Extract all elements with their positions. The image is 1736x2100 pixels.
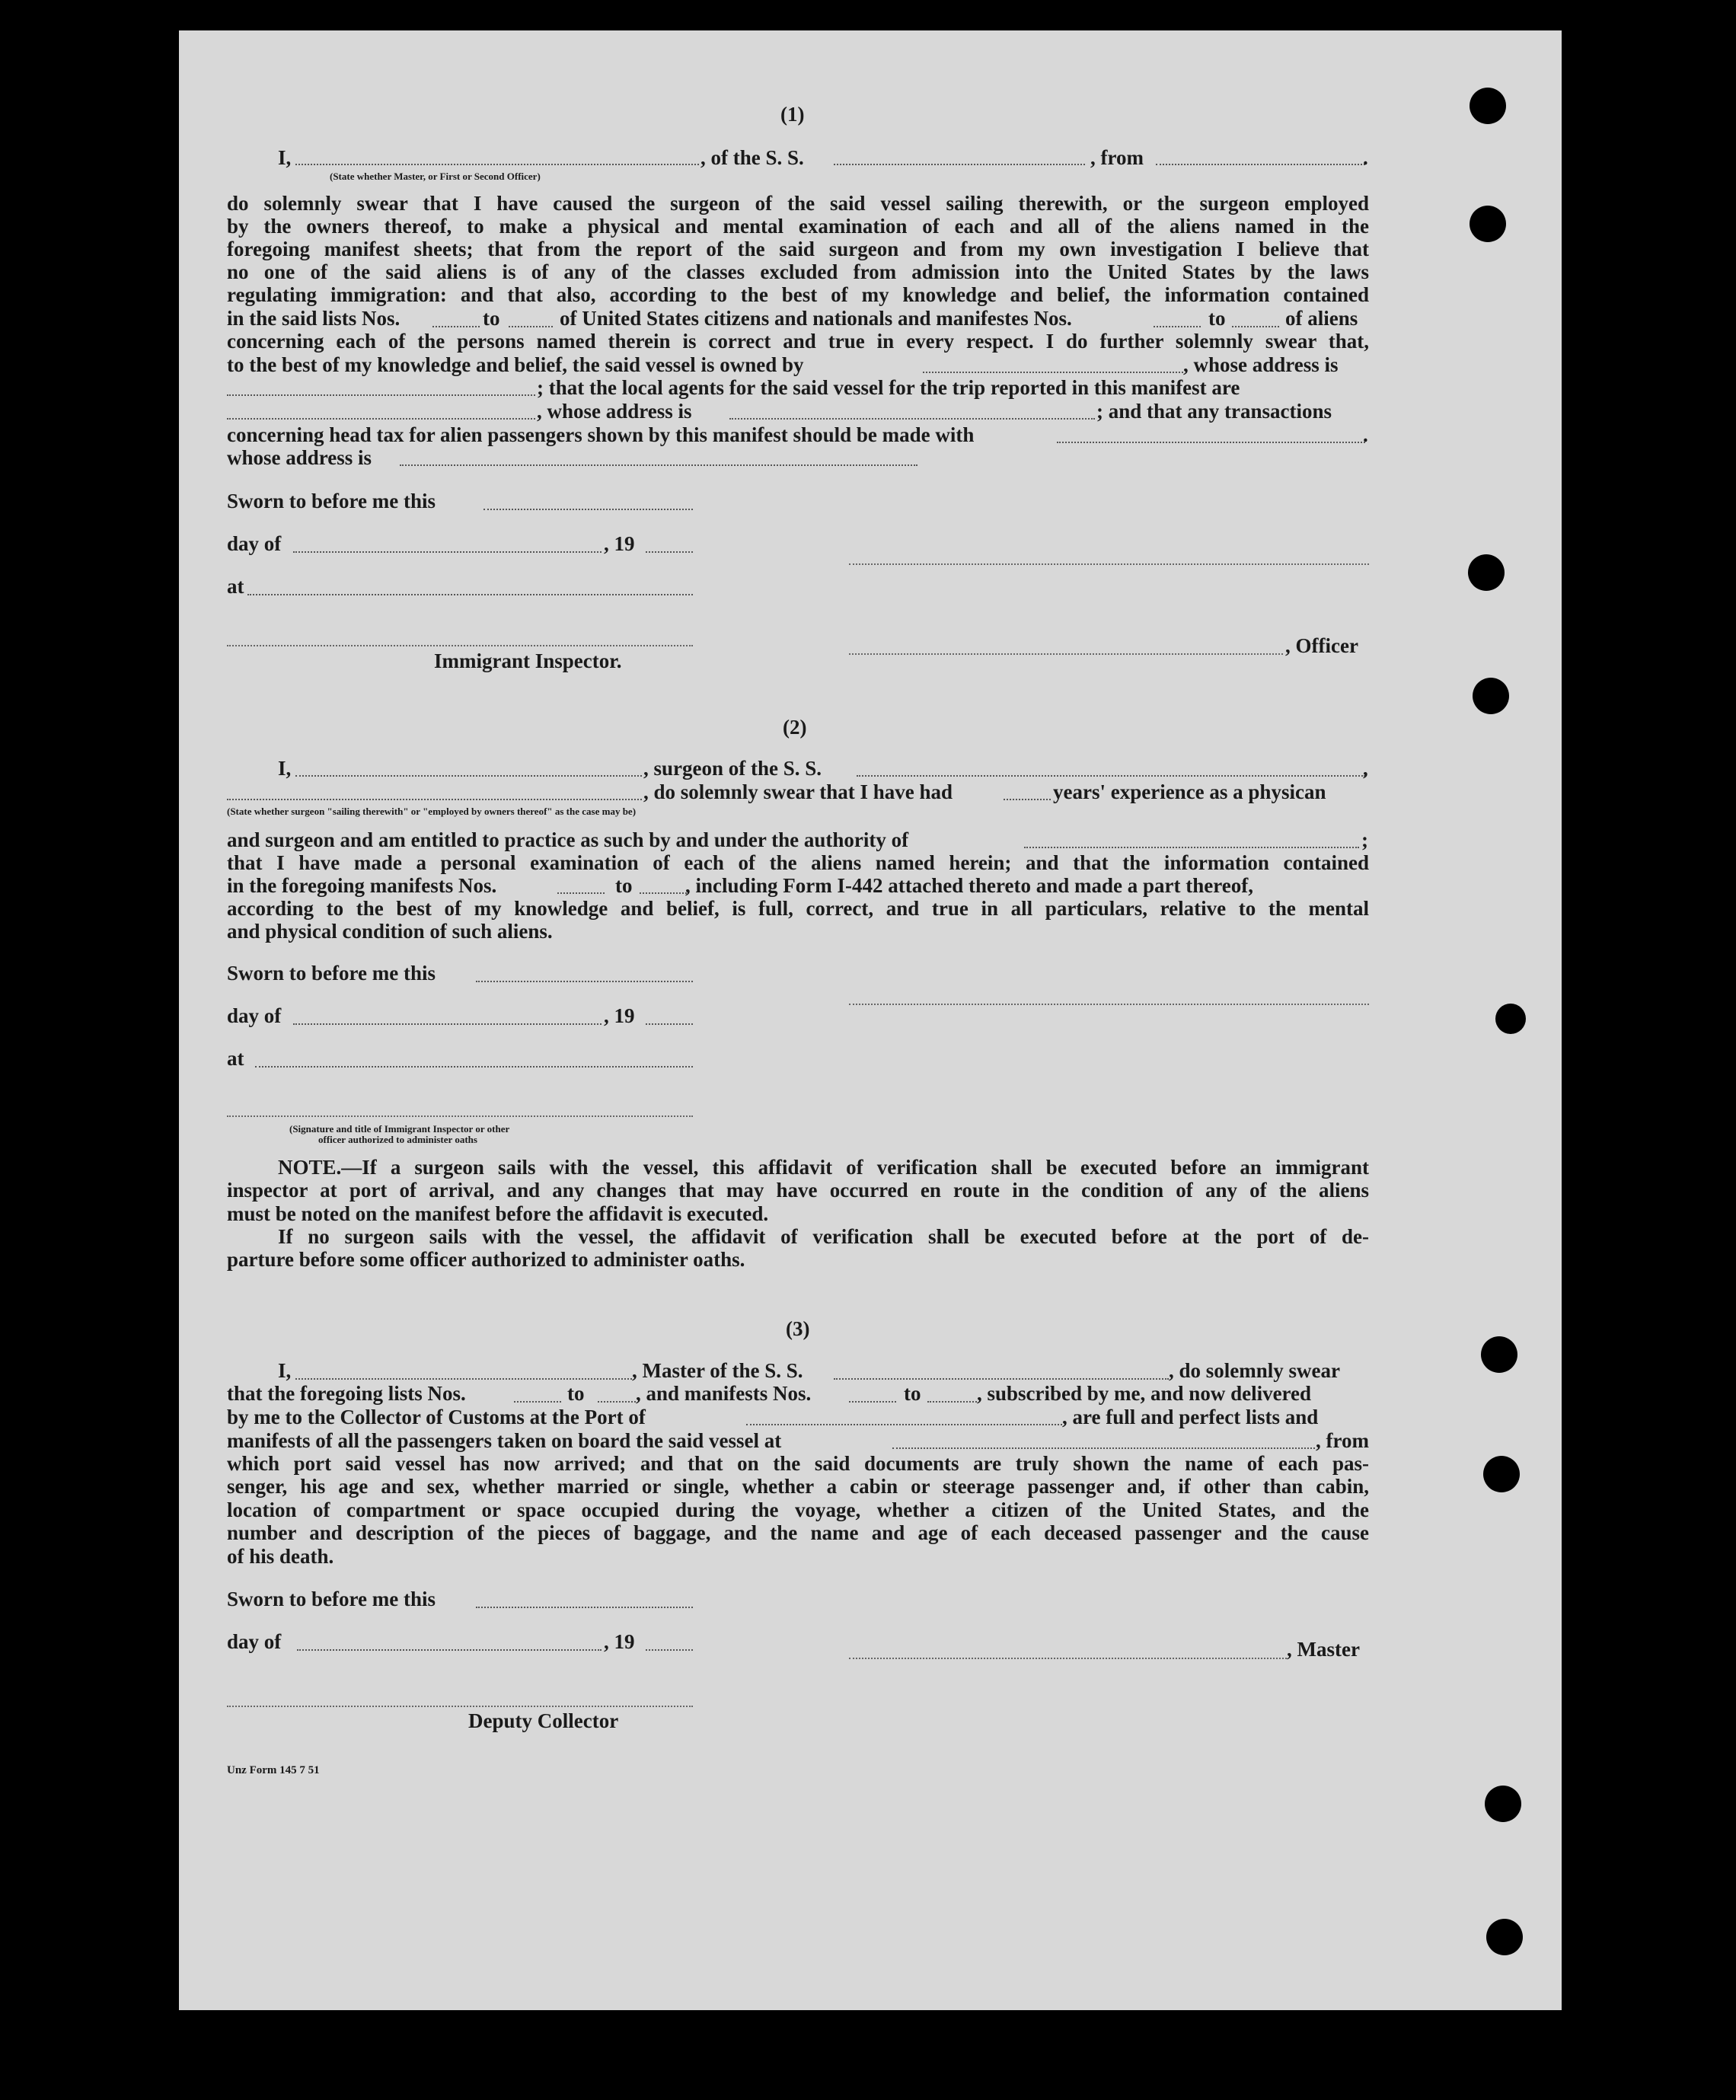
punch-hole xyxy=(1470,206,1506,242)
note-text: must be noted on the manifest before the affidavit is executed. xyxy=(227,1202,769,1225)
form-id: Unz Form 145 7 51 xyxy=(227,1764,320,1776)
master-vessel-field[interactable] xyxy=(834,1378,1169,1380)
punch-hole xyxy=(1495,1004,1526,1034)
agents-address-field[interactable] xyxy=(729,418,1095,420)
surgeon-sworn-date-field[interactable] xyxy=(476,981,693,982)
surgeon-day-of-field[interactable] xyxy=(293,1023,602,1025)
inspector-signature-line[interactable] xyxy=(227,1115,693,1117)
oath-text-line: concerning each of the persons named therein is correct and true in every respect. I do further solemnly swear that, xyxy=(227,330,1369,353)
section-number: (1) xyxy=(780,103,805,126)
deputy-label: Deputy Collector xyxy=(468,1709,619,1732)
note-text: If no surgeon sails with the vessel, the affidavit of verification shall be executed before at the port of de- xyxy=(278,1225,1369,1248)
boarding-port-field[interactable] xyxy=(892,1447,1315,1449)
manifests-to-field[interactable] xyxy=(1232,326,1279,327)
punch-hole xyxy=(1468,554,1505,591)
agents-field[interactable] xyxy=(227,418,535,420)
oath-text-line: no one of the said aliens is of any of the classes excluded from admission into the United States by the laws xyxy=(227,260,1369,283)
note-text: NOTE.—If a surgeon sails with the vessel, this affidavit of verification shall be executed before an immigrant xyxy=(278,1156,1369,1179)
section-number: (3) xyxy=(786,1317,810,1340)
authority-field[interactable] xyxy=(1024,847,1359,848)
punch-hole xyxy=(1483,1456,1520,1492)
year-field[interactable] xyxy=(646,551,693,553)
surgeon-note: (State whether surgeon "sailing therewith" or "employed by owners thereof" as the case may be) xyxy=(227,806,637,817)
section-number: (2) xyxy=(783,716,807,739)
oath-text-line: foregoing manifest sheets; that from the report of the said surgeon and from my own investigation I believe that xyxy=(227,238,1369,260)
surgeon-at-field[interactable] xyxy=(255,1066,693,1068)
i-label: I, xyxy=(278,146,292,169)
of-ss-label: , of the S. S. xyxy=(700,146,804,169)
surgeon-signature-line[interactable] xyxy=(849,1004,1369,1005)
day-of-field[interactable] xyxy=(293,551,602,553)
port-field[interactable] xyxy=(746,1424,1062,1425)
surgeon-status-field[interactable] xyxy=(227,799,642,800)
officer-signature-line[interactable] xyxy=(849,563,1369,565)
punch-hole xyxy=(1486,1919,1523,1955)
master-manifests-to-field[interactable] xyxy=(927,1401,977,1403)
deputy-signature-line[interactable] xyxy=(227,1706,693,1707)
master-name-field[interactable] xyxy=(295,1378,632,1380)
lists-to-field[interactable] xyxy=(509,326,553,327)
note-text: parture before some officer authorized to administer oaths. xyxy=(227,1248,745,1271)
officer-name-line[interactable] xyxy=(849,653,1283,655)
sworn-date-field[interactable] xyxy=(483,509,693,510)
inspector-signature-line[interactable] xyxy=(227,645,693,646)
surgeon-year-field[interactable] xyxy=(646,1023,693,1025)
oath-text-line: by the owners thereof, to make a physical and mental examination of each and all of the aliens named in the xyxy=(227,215,1369,238)
officer-note: (State whether Master, or First or Second Officer) xyxy=(330,171,541,182)
sworn-label: Sworn to before me this xyxy=(227,490,436,512)
master-year-field[interactable] xyxy=(646,1649,693,1651)
from-label: , from xyxy=(1090,146,1144,169)
punch-hole xyxy=(1485,1786,1521,1822)
master-manifests-from-field[interactable] xyxy=(849,1401,896,1403)
surgeon-vessel-field[interactable] xyxy=(857,775,1365,777)
head-tax-field[interactable] xyxy=(1057,442,1365,443)
inspector-label: Immigrant Inspector. xyxy=(434,649,622,672)
oath-text-line: do solemnly swear that I have caused the surgeon of the said vessel sailing therewith, or the surgeon employed xyxy=(227,192,1369,215)
master-sworn-date-field[interactable] xyxy=(476,1607,693,1608)
lists-from-field[interactable] xyxy=(432,326,480,327)
head-tax-address-field[interactable] xyxy=(400,464,917,466)
master-lists-from-field[interactable] xyxy=(514,1401,561,1403)
punch-hole xyxy=(1470,88,1506,124)
years-experience-field[interactable] xyxy=(1004,799,1051,800)
surgeon-name-field[interactable] xyxy=(295,775,642,777)
surgeon-manifest-from-field[interactable] xyxy=(557,892,605,894)
at-place-field[interactable] xyxy=(247,594,693,595)
note-text: inspector at port of arrival, and any changes that may have occurred en route in the condition of any of the aliens xyxy=(227,1179,1369,1202)
punch-hole xyxy=(1481,1336,1517,1373)
punch-hole xyxy=(1473,678,1509,714)
owner-field[interactable] xyxy=(923,372,1183,373)
master-day-of-field[interactable] xyxy=(297,1649,602,1651)
vessel-name-field[interactable] xyxy=(834,164,1085,165)
from-port-field[interactable] xyxy=(1156,164,1365,165)
officer-name-field[interactable] xyxy=(295,164,699,165)
master-signature-line[interactable] xyxy=(849,1658,1287,1659)
oath-text-line: regulating immigration: and that also, according to the best of my knowledge and belief, the information contained xyxy=(227,283,1369,306)
manifests-from-field[interactable] xyxy=(1154,326,1201,327)
surgeon-manifest-to-field[interactable] xyxy=(640,892,687,894)
master-lists-to-field[interactable] xyxy=(598,1401,636,1403)
owner-address-field[interactable] xyxy=(227,394,535,396)
